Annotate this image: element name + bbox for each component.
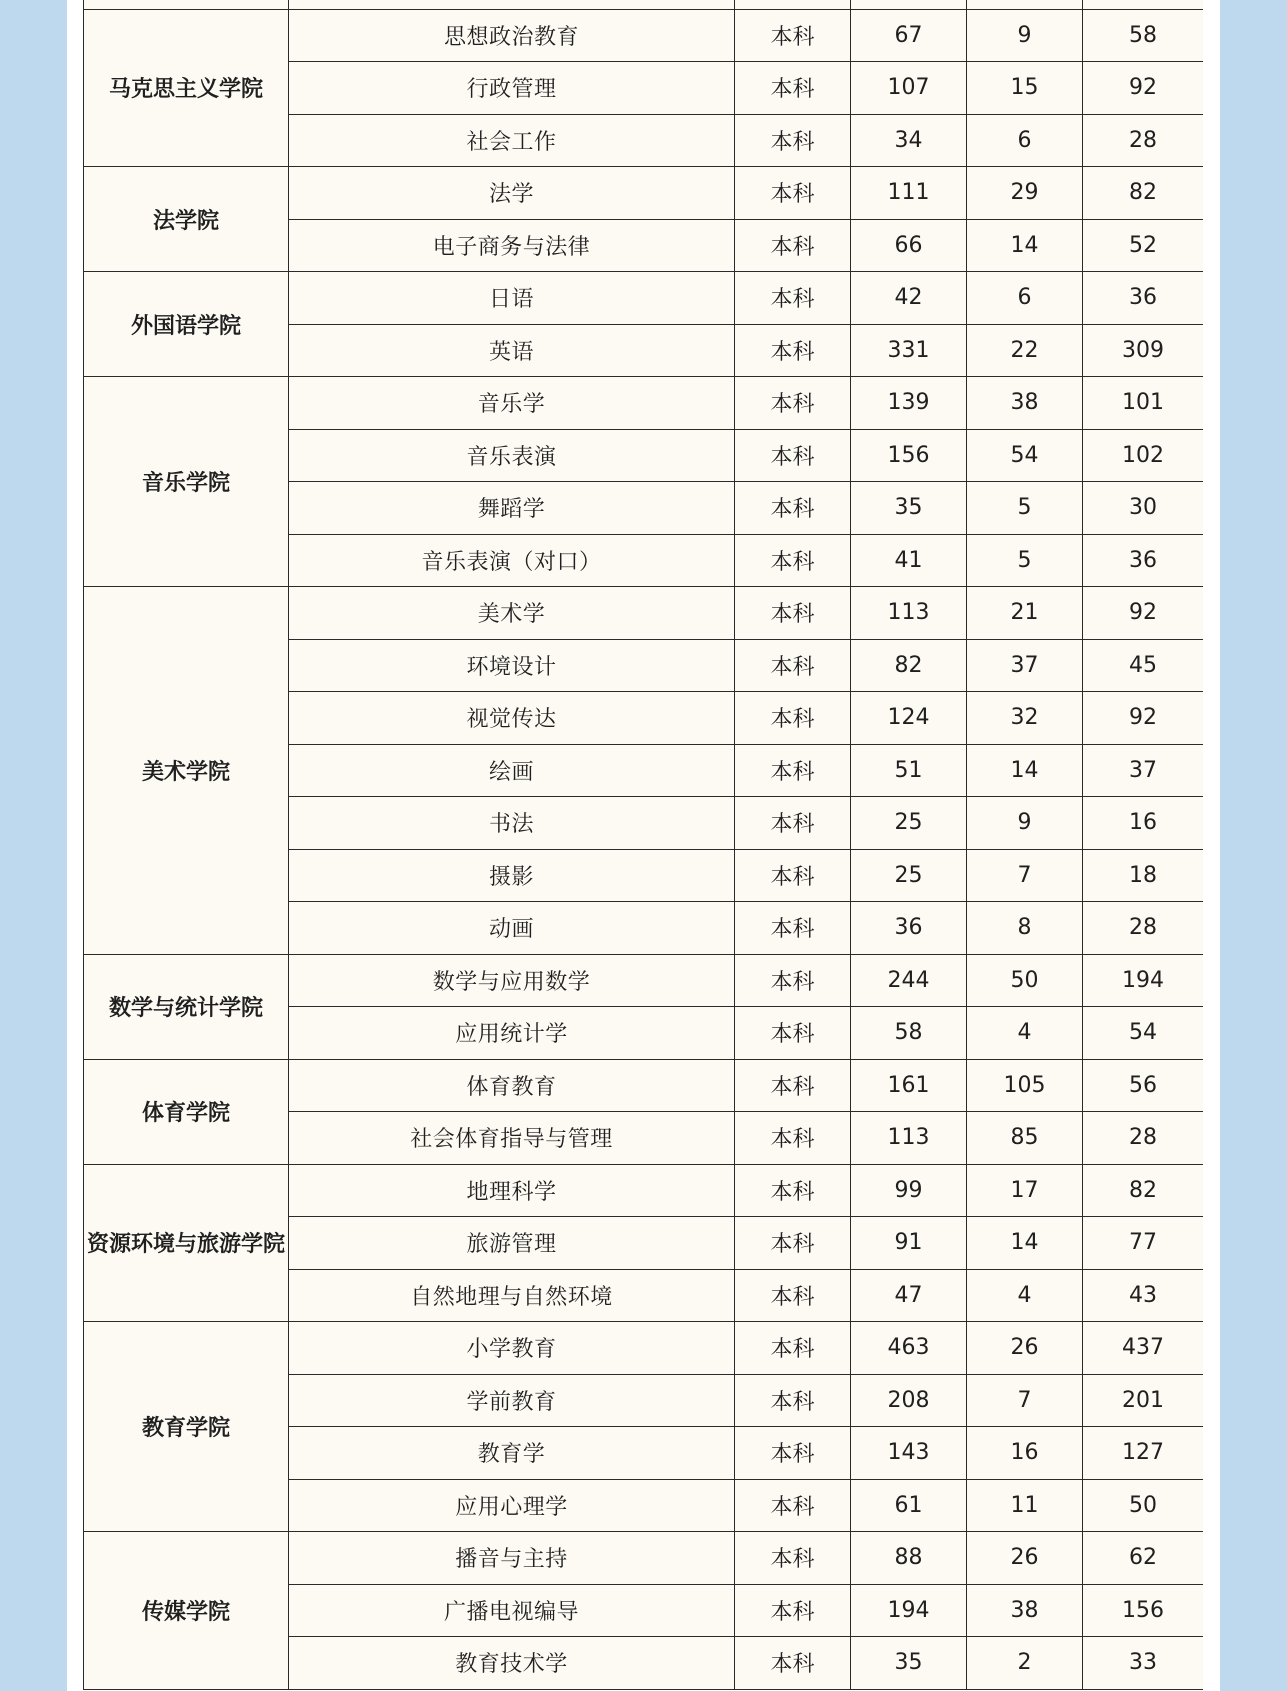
level-cell: 本科 (735, 377, 851, 430)
major-cell: 社会体育指导与管理 (289, 1112, 735, 1165)
level-cell: 本科 (735, 954, 851, 1007)
count-b-cell (1083, 0, 1204, 9)
level-cell: 本科 (735, 62, 851, 115)
major-cell: 音乐表演 (289, 429, 735, 482)
college-cell: 外国语学院 (84, 272, 289, 377)
count-a-cell: 7 (967, 1374, 1083, 1427)
total-cell: 88 (851, 1532, 967, 1585)
level-cell: 本科 (735, 1059, 851, 1112)
count-a-cell: 50 (967, 954, 1083, 1007)
major-cell: 社会工作 (289, 114, 735, 167)
college-cell: 体育学院 (84, 1059, 289, 1164)
major-cell: 自然地理与自然环境 (289, 1269, 735, 1322)
count-a-cell: 6 (967, 272, 1083, 325)
major-cell: 播音与主持 (289, 1532, 735, 1585)
level-cell: 本科 (735, 219, 851, 272)
count-a-cell: 14 (967, 1217, 1083, 1270)
count-b-cell: 18 (1083, 849, 1204, 902)
count-a-cell: 105 (967, 1059, 1083, 1112)
total-cell (851, 0, 967, 9)
level-cell: 本科 (735, 1532, 851, 1585)
total-cell: 35 (851, 482, 967, 535)
count-a-cell: 5 (967, 534, 1083, 587)
major-cell: 摄影 (289, 849, 735, 902)
table-row (84, 1532, 1204, 1585)
total-cell: 124 (851, 692, 967, 745)
college-cell: 资源环境与旅游学院 (84, 1164, 289, 1322)
level-cell: 本科 (735, 1007, 851, 1060)
total-cell: 91 (851, 1217, 967, 1270)
college-cell (84, 0, 289, 9)
level-cell: 本科 (735, 902, 851, 955)
count-b-cell: 52 (1083, 219, 1204, 272)
count-b-cell: 92 (1083, 62, 1204, 115)
count-b-cell: 28 (1083, 902, 1204, 955)
total-cell: 41 (851, 534, 967, 587)
count-b-cell: 58 (1083, 9, 1204, 62)
table-row (84, 0, 1204, 9)
count-b-cell: 156 (1083, 1584, 1204, 1637)
count-a-cell: 54 (967, 429, 1083, 482)
major-cell: 小学教育 (289, 1322, 735, 1375)
major-cell: 环境设计 (289, 639, 735, 692)
total-cell: 194 (851, 1584, 967, 1637)
level-cell: 本科 (735, 849, 851, 902)
total-cell: 99 (851, 1164, 967, 1217)
count-b-cell: 82 (1083, 167, 1204, 220)
major-cell: 舞蹈学 (289, 482, 735, 535)
major-cell: 应用统计学 (289, 1007, 735, 1060)
level-cell: 本科 (735, 324, 851, 377)
count-b-cell: 437 (1083, 1322, 1204, 1375)
count-b-cell: 28 (1083, 1112, 1204, 1165)
total-cell: 42 (851, 272, 967, 325)
table-row (84, 1164, 1204, 1217)
count-b-cell: 33 (1083, 1637, 1204, 1690)
total-cell: 331 (851, 324, 967, 377)
count-a-cell: 4 (967, 1269, 1083, 1322)
total-cell: 156 (851, 429, 967, 482)
major-cell: 书法 (289, 797, 735, 850)
count-b-cell: 37 (1083, 744, 1204, 797)
total-cell: 113 (851, 1112, 967, 1165)
count-b-cell: 102 (1083, 429, 1204, 482)
major-cell: 音乐学 (289, 377, 735, 430)
count-a-cell: 14 (967, 219, 1083, 272)
count-a-cell: 22 (967, 324, 1083, 377)
level-cell: 本科 (735, 1164, 851, 1217)
total-cell: 36 (851, 902, 967, 955)
count-b-cell: 92 (1083, 692, 1204, 745)
count-b-cell: 127 (1083, 1427, 1204, 1480)
count-b-cell: 56 (1083, 1059, 1204, 1112)
major-cell (289, 0, 735, 9)
total-cell: 113 (851, 587, 967, 640)
college-cell: 马克思主义学院 (84, 9, 289, 167)
count-a-cell: 37 (967, 639, 1083, 692)
major-cell: 绘画 (289, 744, 735, 797)
count-a-cell: 15 (967, 62, 1083, 115)
count-b-cell: 16 (1083, 797, 1204, 850)
count-a-cell: 38 (967, 377, 1083, 430)
major-cell: 视觉传达 (289, 692, 735, 745)
major-cell: 教育技术学 (289, 1637, 735, 1690)
table-row (84, 167, 1204, 220)
count-b-cell: 36 (1083, 534, 1204, 587)
count-a-cell: 5 (967, 482, 1083, 535)
major-cell: 广播电视编导 (289, 1584, 735, 1637)
count-a-cell: 21 (967, 587, 1083, 640)
total-cell: 67 (851, 9, 967, 62)
count-a-cell: 29 (967, 167, 1083, 220)
count-a-cell: 26 (967, 1322, 1083, 1375)
level-cell: 本科 (735, 587, 851, 640)
college-cell: 音乐学院 (84, 377, 289, 587)
count-a-cell: 4 (967, 1007, 1083, 1060)
count-b-cell: 30 (1083, 482, 1204, 535)
count-b-cell: 50 (1083, 1479, 1204, 1532)
admissions-table (83, 0, 1203, 1690)
major-cell: 日语 (289, 272, 735, 325)
level-cell: 本科 (735, 482, 851, 535)
total-cell: 107 (851, 62, 967, 115)
major-cell: 教育学 (289, 1427, 735, 1480)
college-cell: 美术学院 (84, 587, 289, 955)
count-b-cell: 101 (1083, 377, 1204, 430)
count-b-cell: 28 (1083, 114, 1204, 167)
total-cell: 161 (851, 1059, 967, 1112)
total-cell: 244 (851, 954, 967, 1007)
count-a-cell: 38 (967, 1584, 1083, 1637)
level-cell: 本科 (735, 1112, 851, 1165)
table-row (84, 9, 1204, 62)
count-a-cell: 9 (967, 9, 1083, 62)
level-cell: 本科 (735, 429, 851, 482)
count-b-cell: 45 (1083, 639, 1204, 692)
count-a-cell: 26 (967, 1532, 1083, 1585)
total-cell: 82 (851, 639, 967, 692)
total-cell: 208 (851, 1374, 967, 1427)
level-cell: 本科 (735, 272, 851, 325)
total-cell: 463 (851, 1322, 967, 1375)
level-cell: 本科 (735, 1374, 851, 1427)
table-row (84, 272, 1204, 325)
total-cell: 143 (851, 1427, 967, 1480)
major-cell: 旅游管理 (289, 1217, 735, 1270)
total-cell: 66 (851, 219, 967, 272)
major-cell: 学前教育 (289, 1374, 735, 1427)
table-row (84, 377, 1204, 430)
level-cell (735, 0, 851, 9)
count-a-cell: 11 (967, 1479, 1083, 1532)
college-cell: 法学院 (84, 167, 289, 272)
total-cell: 51 (851, 744, 967, 797)
level-cell: 本科 (735, 534, 851, 587)
count-b-cell: 194 (1083, 954, 1204, 1007)
level-cell: 本科 (735, 1217, 851, 1270)
total-cell: 47 (851, 1269, 967, 1322)
major-cell: 法学 (289, 167, 735, 220)
total-cell: 25 (851, 849, 967, 902)
major-cell: 应用心理学 (289, 1479, 735, 1532)
level-cell: 本科 (735, 1479, 851, 1532)
level-cell: 本科 (735, 1269, 851, 1322)
college-cell: 数学与统计学院 (84, 954, 289, 1059)
count-a-cell: 9 (967, 797, 1083, 850)
major-cell: 动画 (289, 902, 735, 955)
major-cell: 体育教育 (289, 1059, 735, 1112)
count-a-cell: 6 (967, 114, 1083, 167)
count-b-cell: 92 (1083, 587, 1204, 640)
level-cell: 本科 (735, 1322, 851, 1375)
count-b-cell: 82 (1083, 1164, 1204, 1217)
count-a-cell: 7 (967, 849, 1083, 902)
level-cell: 本科 (735, 1427, 851, 1480)
level-cell: 本科 (735, 1584, 851, 1637)
level-cell: 本科 (735, 114, 851, 167)
count-a-cell: 85 (967, 1112, 1083, 1165)
count-b-cell: 54 (1083, 1007, 1204, 1060)
level-cell: 本科 (735, 639, 851, 692)
level-cell: 本科 (735, 692, 851, 745)
major-cell: 音乐表演（对口） (289, 534, 735, 587)
table-row (84, 954, 1204, 1007)
total-cell: 61 (851, 1479, 967, 1532)
major-cell: 地理科学 (289, 1164, 735, 1217)
table-row (84, 1322, 1204, 1375)
count-b-cell: 309 (1083, 324, 1204, 377)
table-row (84, 1059, 1204, 1112)
level-cell: 本科 (735, 9, 851, 62)
count-a-cell: 2 (967, 1637, 1083, 1690)
count-b-cell: 201 (1083, 1374, 1204, 1427)
major-cell: 数学与应用数学 (289, 954, 735, 1007)
table-row (84, 587, 1204, 640)
level-cell: 本科 (735, 167, 851, 220)
college-cell: 教育学院 (84, 1322, 289, 1532)
total-cell: 34 (851, 114, 967, 167)
major-cell: 英语 (289, 324, 735, 377)
total-cell: 25 (851, 797, 967, 850)
major-cell: 行政管理 (289, 62, 735, 115)
count-a-cell: 8 (967, 902, 1083, 955)
major-cell: 电子商务与法律 (289, 219, 735, 272)
count-a-cell: 17 (967, 1164, 1083, 1217)
level-cell: 本科 (735, 1637, 851, 1690)
total-cell: 35 (851, 1637, 967, 1690)
total-cell: 139 (851, 377, 967, 430)
count-b-cell: 62 (1083, 1532, 1204, 1585)
level-cell: 本科 (735, 797, 851, 850)
count-a-cell: 32 (967, 692, 1083, 745)
level-cell: 本科 (735, 744, 851, 797)
major-cell: 美术学 (289, 587, 735, 640)
total-cell: 58 (851, 1007, 967, 1060)
count-b-cell: 43 (1083, 1269, 1204, 1322)
admissions-table-container (83, 0, 1203, 1691)
count-b-cell: 77 (1083, 1217, 1204, 1270)
college-cell: 传媒学院 (84, 1532, 289, 1690)
count-b-cell: 36 (1083, 272, 1204, 325)
total-cell: 111 (851, 167, 967, 220)
count-a-cell: 14 (967, 744, 1083, 797)
count-a-cell: 16 (967, 1427, 1083, 1480)
major-cell: 思想政治教育 (289, 9, 735, 62)
count-a-cell (967, 0, 1083, 9)
